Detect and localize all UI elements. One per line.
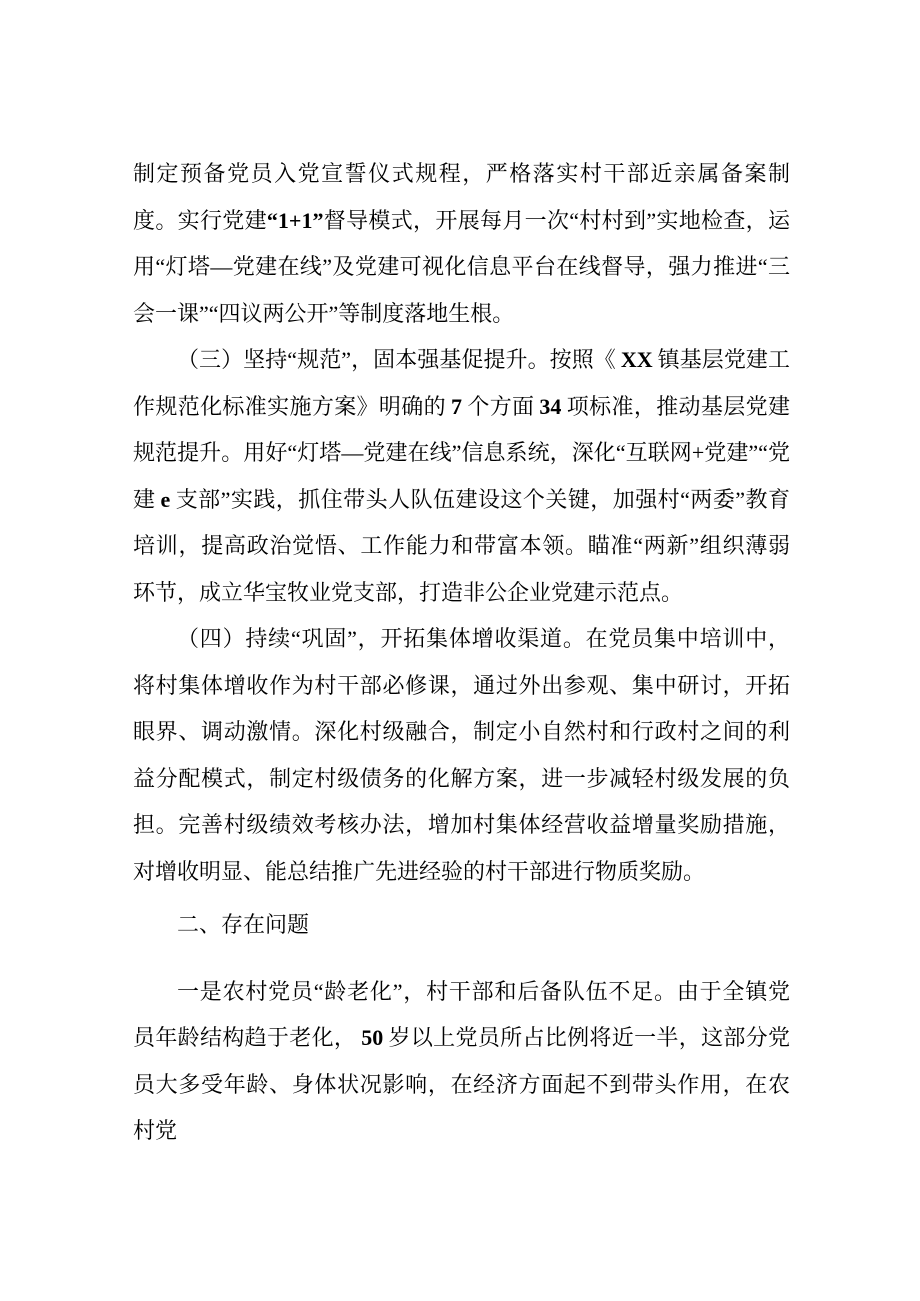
text-run: 镇基层党建工作规范化标准实施方案》明确的 — [133, 347, 790, 419]
text-run: （四）持续“巩固”，开拓集体增收渠道。在党员集中培训中，将村集体增收作为村干部必修课，通过外出参观、集中研讨，开拓眼界、调动激情。深化村级融合，制定小自然村和行政村之间的利益分配模式，制定村级债务的化解方案，进一步减轻村级发展的负担。完善村级绩效考核办法，增加村集体经营收益增量奖励措施，对增收明显、能总结推广先进经验的村干部进行物质奖励。 — [133, 626, 790, 884]
text-run: 项标准，推动基层党建规范提升。用好“灯塔—党建在线”信息系统，深化“互联网+党建”“党建 — [133, 393, 790, 512]
text-run: 督导模式，开展每月一次“村村到”实地检查，运用“灯塔—党建在线”及党建可视化信息平台在线督导，强力推进“三会一课”“四议两公开”等制度落地生根。 — [133, 207, 790, 326]
paragraph-problem-one — [133, 969, 790, 1155]
bold-latin-run: 7 — [450, 393, 462, 419]
paragraph-continuation — [133, 151, 790, 337]
text-run: （三）坚持“规范”，固本强基促提升。按照《 — [177, 347, 616, 372]
heading-section-two — [133, 902, 790, 949]
bold-latin-run: XX — [620, 347, 653, 372]
bold-latin-run: 34 — [539, 393, 562, 419]
paragraph-section-four — [133, 616, 790, 895]
text-run: 制定预备党员入党宣誓仪式规程，严格落实村干部近亲属备案制度。实行党建 — [133, 161, 790, 233]
text-run: 二、存在问题 — [177, 912, 310, 937]
paragraph-section-three — [133, 337, 790, 616]
text-run: 一是农村党员“龄老化”，村干部和后备队伍不足。由于全镇党员年龄结构趋于老化， — [133, 978, 790, 1050]
text-run: 岁以上党员所占比例将近一半，这部分党员大多受年龄、身体状况影响，在经济方面起不到带头作用，在农村党 — [133, 1025, 790, 1143]
bold-latin-run: 50 — [361, 1025, 384, 1050]
bold-latin-run: “1+1” — [266, 207, 324, 233]
text-run: 个方面 — [466, 393, 535, 419]
text-run: 支部”实践，抓住带头人队伍建设这个关键，加强村“两委”教育培训，提高政治觉悟、工作能力和带富本领。瞄准“两新”组织薄弱环节，成立华宝牧业党支部，打造非公企业党建示范点。 — [133, 486, 790, 605]
bold-latin-run: e — [160, 486, 171, 512]
document-content — [133, 151, 790, 1155]
